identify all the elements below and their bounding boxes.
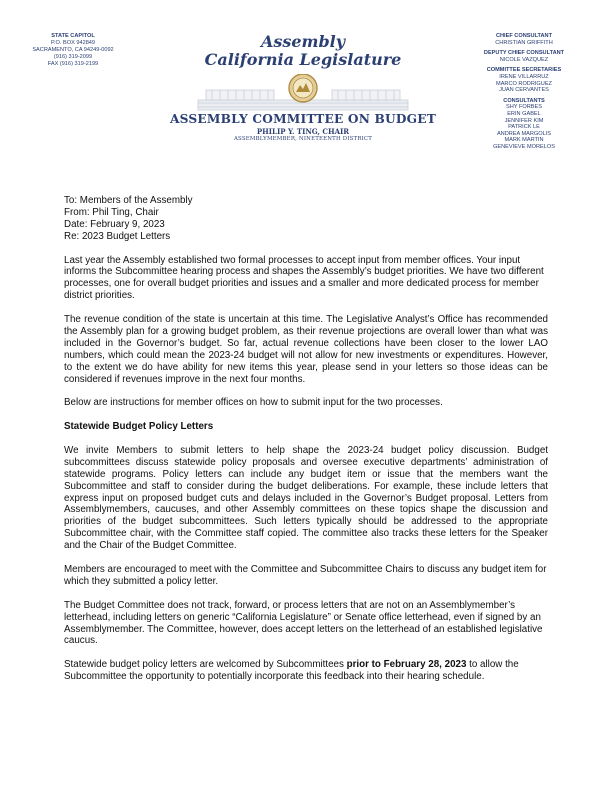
section-heading: Statewide Budget Policy Letters <box>64 421 214 433</box>
staff-heading: CONSULTANTS <box>503 97 545 104</box>
staff-name: PATRICK LE <box>508 124 540 131</box>
assembly-script-title: Assembly <box>260 32 346 51</box>
deadline-date: prior to February 28, 2023 <box>346 659 467 671</box>
memo-to: To: Members of the Assembly <box>64 195 193 206</box>
capitol-address-block <box>18 33 128 68</box>
staff-name: NICOLE VAZQUEZ <box>499 56 549 63</box>
staff-heading: DEPUTY CHIEF CONSULTANT <box>483 50 565 57</box>
deadline-text-after: to allow the Subcommittee the opportunity to potentially incorporate this feedback into their hearing schedule. <box>64 659 519 683</box>
deadline-text-before: Statewide budget policy letters are welcomed by Subcommittees <box>64 659 347 671</box>
staff-name: MARCO RODRIGUEZ <box>496 80 552 87</box>
memo-from: From: Phil Ting, Chair <box>64 206 159 218</box>
intro-paragraph: Last year the Assembly established two formal processes to accept input from member offices. Your input informs the Subcommittee hearing process and shapes the Assembly’s budget priorities. We have two different processes, one for overall budget priorities and issues and a smaller and more dedicated process for member district priorities. <box>64 254 544 302</box>
address-title: STATE CAPITOL <box>51 33 95 39</box>
phone-line: (916) 319-2099 <box>53 54 93 60</box>
address-line: P.O. BOX 942849 <box>50 40 96 46</box>
state-seal-icon <box>289 74 317 102</box>
letterhead-rule-paragraph: The Budget Committee does not track, forward, or process letters that are not on an Assemblymember’s letterhead, including letters on generic “California Legislature” or Senate office letterhead, even if signed by an Assemblymember. The Committee, however, does accept letters on the letterhead of an established legislative caucus. <box>64 599 543 647</box>
revenue-paragraph: The revenue condition of the state is uncertain at this time. The Legislative Analyst’s Office has recommended the Assembly plan for a growing budget problem, as their revenue projections are overall lower than what was included in the Governor’s budget. So far, actual revenue collections have been closer to the lower LAO numbers, which could mean the 2023-24 budget will not allow for new investments or expenditures. However, to the extent we do have ability for new items this year, please send in your letters so those ideas can be considered if revenues improve in the next four months. <box>64 314 548 385</box>
address-line: SACRAMENTO, CA 94249-0092 <box>32 47 114 53</box>
staff-list-block <box>464 33 584 151</box>
staff-name: ERIN GABEL <box>507 110 541 117</box>
staff-heading: COMMITTEE SECRETARIES <box>486 67 562 74</box>
letterhead-center <box>168 30 438 150</box>
policy-letters-paragraph: We invite Members to submit letters to help shape the 2023-24 budget policy discussion. Budget subcommittees discuss statewide policy proposals and oversee executive departments’ administration of statewide programs. Policy letters can include any budget item or issue that the members want the Subcommittee and staff to consider during the budget deliberations. For example, these include letters that express input on proposed budget cuts and delays included in the Governor’s Budget proposal. Letters from Assemblymembers, caucuses, and other Assembly committees on these topics shape the discussion and priorities of the budget subcommittees. Such letters typically should be addressed to the appropriate Subcommittee chair, with the Committee staff copied. The committee also tracks these letters for the Speaker and the Chair of the Budget Committee. <box>64 444 548 552</box>
staff-name: JUAN CERVANTES <box>499 87 549 94</box>
fax-line: FAX (916) 319-2199 <box>47 61 99 67</box>
memo-subject: Re: 2023 Budget Letters <box>64 230 171 242</box>
meeting-paragraph: Members are encouraged to meet with the Committee and Subcommittee Chairs to discuss any budget item for which they submitted a policy letter. <box>64 564 547 587</box>
legislature-script-title: California Legislature <box>204 50 402 69</box>
deadline-paragraph <box>64 659 548 683</box>
chair-district: ASSEMBLYMEMBER, NINETEENTH DISTRICT <box>233 136 373 142</box>
memo-date: Date: February 9, 2023 <box>64 218 165 230</box>
memo-header <box>64 195 548 243</box>
staff-name: GENEVIEVE MORELOS <box>493 143 555 150</box>
staff-name: JENNIFER KIM <box>504 117 544 124</box>
letter-body <box>64 195 548 695</box>
committee-name: ASSEMBLY COMMITTEE ON BUDGET <box>170 112 436 126</box>
staff-name: CHRISTIAN GRIFFITH <box>495 39 553 46</box>
staff-heading: CHIEF CONSULTANT <box>495 33 553 39</box>
staff-name: MARK MARTIN <box>504 137 544 144</box>
staff-name: IRENE VILLARRUZ <box>499 73 549 80</box>
instructions-paragraph: Below are instructions for member offices on how to submit input for the two processes. <box>64 397 443 409</box>
staff-name: SHY FORBES <box>506 104 542 111</box>
chair-name: PHILIP Y. TING, CHAIR <box>256 127 350 136</box>
staff-name: ANDREA MARGOLIS <box>496 130 552 137</box>
